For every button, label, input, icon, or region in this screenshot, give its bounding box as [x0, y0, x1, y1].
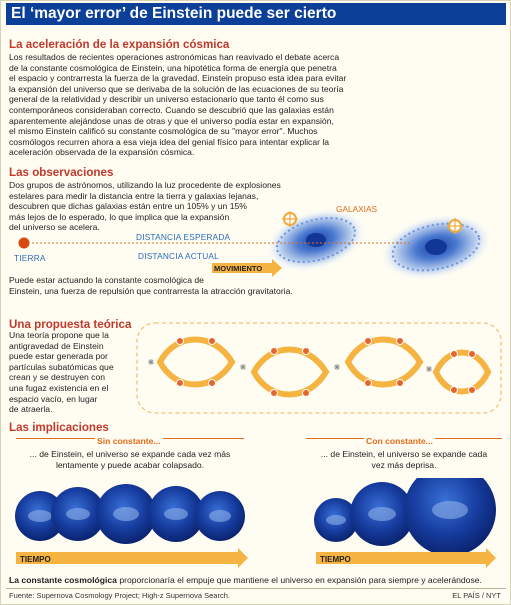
earth-icon [19, 238, 30, 249]
conclusion-rest: proporcionaría el empuje que mantiene el universo en expansión para siempre y acelerándose. [116, 575, 482, 585]
text-line: Una teoría propone que la [9, 330, 109, 340]
footer-credit: EL PAÍS / NYT [452, 591, 501, 600]
section2-bottom-text [9, 275, 504, 296]
universe-sphere [96, 484, 156, 544]
right-text [306, 449, 502, 470]
text-line: contemporáneos consideraban correcto. Cuando se descubrió que las galaxias están [9, 104, 334, 115]
text-line: descubren que dichas galaxias están entre un 105% y un 15% [9, 201, 247, 212]
text-line: estelares para medir la distancia entre la tierra y galaxias lejanas, [9, 190, 259, 201]
right-tiempo-label: TIEMPO [320, 555, 351, 564]
burst-icon [148, 359, 154, 365]
footer-rule [6, 588, 506, 589]
label-distancia-esperada: DISTANCIA ESPERADA [136, 232, 231, 242]
text-line: ... de Einstein, el universo se expande cada [320, 449, 488, 459]
burst-icon [240, 364, 246, 370]
text-line: del universo se acelera. [9, 222, 100, 233]
text-line: Los resultados de recientes operaciones astronómicas han reavivado el debate acerca [9, 52, 340, 62]
left-label: Sin constante... [97, 436, 161, 446]
text-line: el mismo Einstein calificó su constante cosmológica de su "mayor error". Muchos [9, 126, 318, 137]
section1-heading: La aceleración de la expansión cósmica [9, 38, 230, 51]
footer-source: Fuente: Supernova Cosmology Project; High-z Supernova Search. [9, 591, 230, 600]
conclusion-bold: La constante cosmológica [9, 575, 117, 585]
text-line: espacio vacío, en lugar [9, 393, 98, 404]
text-line: puede estar generada por [9, 351, 108, 362]
theory-panel [137, 323, 501, 413]
text-line: partículas subatómicas que [9, 361, 114, 372]
universe-sphere [404, 478, 496, 556]
label-galaxias: GALAXIAS [336, 204, 378, 214]
text-line: aceleración observada de la expansión cósmica. [9, 147, 195, 158]
text-line: Dos grupos de astrónomos, utilizando la luz procedente de explosiones [9, 180, 281, 190]
label-movimiento: MOVIMIENTO [214, 264, 263, 273]
text-line: crean y se destruyen con [9, 372, 106, 383]
text-line: de atraerla. [9, 404, 53, 415]
left-text [16, 449, 244, 470]
text-line: vez más deprisa. [371, 459, 437, 470]
text-line: ... de Einstein, el universo se expande cada vez más [29, 449, 231, 459]
observations-illustration [0, 195, 511, 287]
text-line: el espacio y contrarresta la fuerza de la gravedad. Einstein propuso esta idea para evitar [9, 73, 347, 84]
text-line: más lejos de lo esperado, lo que implica que la expansión [9, 211, 230, 222]
text-line: Einstein, una fuerza de repulsión que contrarresta la atracción gravitatoria. [9, 285, 293, 296]
label-tierra: TIERRA [14, 253, 46, 263]
text-line: lentamente y puede acabar colapsado. [55, 459, 205, 470]
burst-icon [426, 366, 432, 372]
time-arrow [16, 548, 248, 568]
left-tiempo-label: TIEMPO [20, 555, 51, 564]
text-line: general de la relatividad y describir un universo estacionario que tanto él como sus [9, 94, 324, 105]
section1-text [9, 52, 504, 158]
label-distancia-actual: DISTANCIA ACTUAL [138, 251, 219, 261]
particle-loops-illustration [136, 322, 502, 414]
text-line: antigravedad de Einstein [9, 340, 104, 351]
section4-heading: Las implicaciones [9, 421, 109, 434]
universe-sphere [195, 491, 245, 541]
text-line: la expansión del universo que se derivaba de la solución de las ecuaciones de su teoría [9, 83, 344, 94]
page-title: El ‘mayor error’ de Einstein puede ser cierto [6, 3, 506, 25]
text-line: cosmólogos recurren ahora a esa vieja idea del genial físico para intentar explicar la [9, 136, 330, 147]
implications-illustration [0, 478, 511, 572]
text-line: Puede estar actuando la constante cosmológica de [9, 275, 204, 285]
burst-icon [334, 364, 340, 370]
text-line: de la constante cosmológica de Einstein, una hipotética forma de energía que penetra [9, 62, 337, 73]
section3-heading: Una propuesta teórica [9, 318, 132, 331]
section3-text [9, 330, 134, 415]
text-line: una fugaz existencia en el [9, 382, 109, 393]
conclusion [9, 575, 504, 585]
section2-heading: Las observaciones [9, 166, 114, 179]
text-line: aparentemente alejándose unas de otras y que el universo podía estar en expansión, [9, 115, 334, 126]
right-label: Con constante... [366, 436, 433, 446]
